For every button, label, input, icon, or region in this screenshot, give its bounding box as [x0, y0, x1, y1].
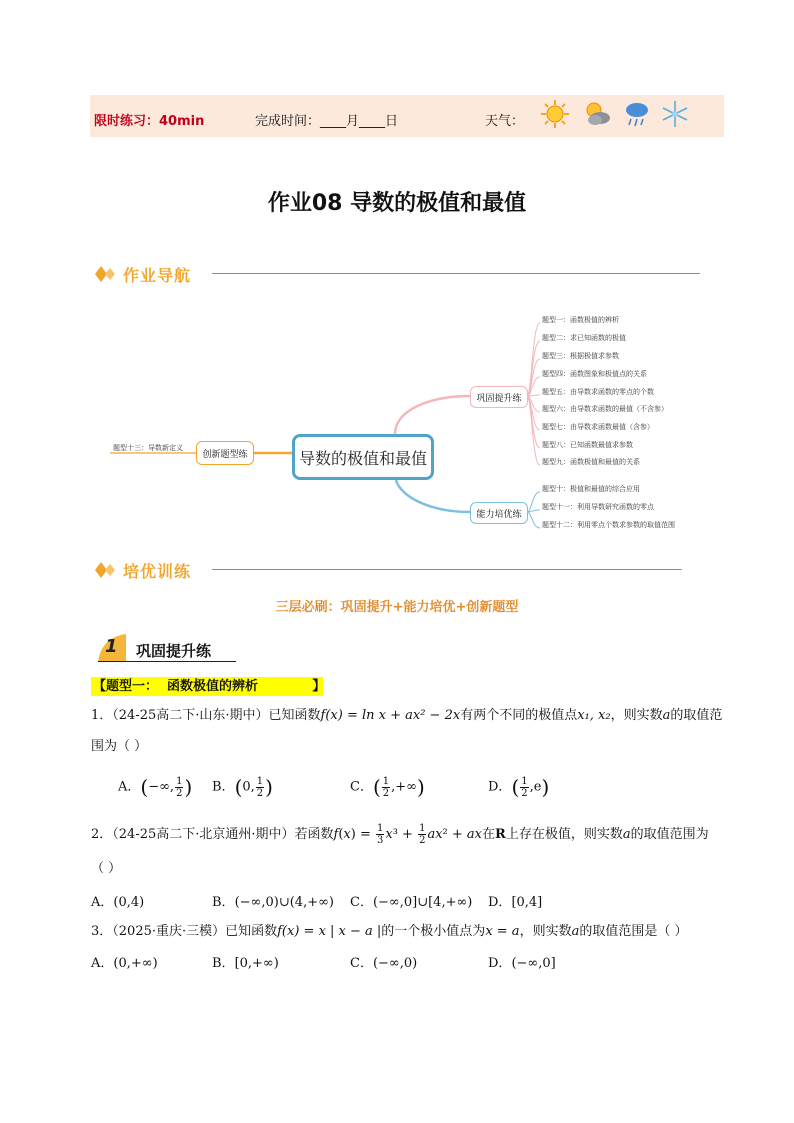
option-value: (−∞,0)∪(4,+∞)	[234, 895, 334, 910]
section-training	[95, 558, 191, 582]
mindmap-leaf-left: 题型十三：导数新定义	[113, 444, 183, 452]
q2-stem: 在	[482, 827, 496, 842]
option-value: (0,4)	[113, 895, 145, 910]
option-letter: C．	[350, 895, 373, 910]
level-title: 巩固提升练	[136, 642, 212, 660]
partly-cloudy-icon	[582, 99, 612, 129]
divider	[212, 273, 700, 274]
finish-time: 完成时间：____月____日	[255, 114, 399, 129]
option-letter: D．	[488, 895, 512, 910]
q3-stem: 3．（2025·重庆·三模）已知函数	[91, 924, 278, 939]
q3-stem: 的取值范围是（ ）	[579, 924, 688, 939]
q1-stem: 有两个不同的极值点	[460, 708, 578, 723]
option-letter: C．	[350, 956, 373, 971]
q2-option-c[interactable]	[350, 891, 472, 910]
question-3: 3．（2025·重庆·三模）已知函数f(x) = x | x − a |的一个极小值点为x = a，则实数a的取值范围是（ ）	[91, 924, 688, 939]
mindmap-leaf: 题型一：函数极值的辨析	[542, 316, 619, 324]
q1-points: x₁, x₂	[577, 708, 611, 723]
q1-option-d[interactable]: D．( $\frac{1}{2}$ ,e)	[488, 775, 550, 799]
q2-real-set: R	[495, 827, 506, 842]
mindmap-center: 导数的极值和最值	[292, 434, 434, 480]
option-letter: A．	[118, 779, 141, 795]
option-letter: C．	[350, 779, 373, 795]
q3-option-c[interactable]	[350, 952, 417, 971]
q3-option-b[interactable]	[212, 952, 279, 971]
mindmap-leaf: 题型三：根据极值求参数	[542, 352, 619, 360]
option-letter: B．	[212, 895, 235, 910]
section-homework-nav	[95, 262, 191, 286]
q2-stem: 2．（24-25高二下·北京通州·期中）若函数	[91, 827, 334, 842]
mindmap-connectors	[0, 300, 794, 540]
option-value: (−∞,0]	[511, 956, 556, 971]
q3-option-d[interactable]	[488, 952, 556, 971]
q1-line2: 围为（ ）	[91, 739, 148, 754]
option-letter: A．	[91, 956, 114, 971]
mindmap-leaf: 题型十：极值和最值的综合应用	[542, 485, 640, 493]
q1-stem: ，则实数	[610, 708, 663, 723]
q1-option-c[interactable]: C．( $\frac{1}{2}$ ,+∞)	[350, 775, 425, 799]
diamond-icon	[95, 264, 119, 284]
section-title: 作业导航	[123, 265, 192, 285]
mindmap-leaf: 题型五：由导数求函数的零点的个数	[542, 388, 654, 396]
snow-icon	[660, 99, 690, 129]
q1-function: f(x)	[320, 708, 343, 723]
page-title: 作业08 导数的极值和最值	[267, 191, 527, 216]
q1-option-a[interactable]: A．(−∞, $\frac{1}{2}$ )	[118, 775, 193, 799]
option-value: [0,4]	[511, 895, 543, 910]
mindmap-leaf: 题型四：函数图象和极值点的关系	[542, 370, 647, 378]
option-letter: D．	[488, 956, 512, 971]
section-title: 培优训练	[123, 561, 192, 581]
mindmap-leaf: 题型八：已知函数最值求参数	[542, 441, 633, 449]
q3-stem: ，则实数	[519, 924, 572, 939]
q3-function: f(x) = x | x − a |	[277, 924, 382, 939]
level-number: 1	[105, 636, 118, 657]
q2-stem: 的取值范围为	[630, 827, 709, 842]
header-bar	[90, 95, 724, 137]
question-1	[91, 706, 722, 726]
q1-option-b[interactable]: B．(0, $\frac{1}{2}$ )	[212, 775, 273, 799]
option-value: (−∞,0]∪[4,+∞)	[372, 895, 473, 910]
q2-option-a[interactable]	[91, 891, 144, 910]
option-letter: B．	[212, 956, 235, 971]
q1-stem: 的取值范	[670, 708, 723, 723]
q2-option-b[interactable]	[212, 891, 334, 910]
q3-option-a[interactable]	[91, 952, 158, 971]
divider	[212, 569, 682, 570]
mindmap-leaf: 题型二：求已知函数的极值	[542, 334, 626, 342]
option-letter: D．	[488, 779, 512, 795]
mindmap-leaf: 题型十一：利用导数研究函数的零点	[542, 503, 654, 511]
mindmap-leaf: 题型十二：利用零点个数求参数的取值范围	[542, 521, 675, 529]
mindmap-leaf: 题型七：由导数求函数最值（含参）	[542, 423, 654, 431]
option-value: (−∞,0)	[372, 956, 418, 971]
q2-stem: 上存在极值，则实数	[505, 827, 623, 842]
q2-option-d[interactable]	[488, 891, 542, 910]
option-value: (0,+∞)	[113, 956, 158, 971]
mindmap-branch-ability: 能力培优练	[470, 502, 528, 524]
q2-line2: （ ）	[91, 861, 122, 876]
mindmap-leaf: 题型九：函数极值和最值的关系	[542, 458, 640, 466]
rain-icon	[622, 99, 652, 129]
mindmap-branch-consolidate: 巩固提升练	[470, 386, 528, 408]
question-type-banner: 【题型一： 函数极值的辨析 】	[93, 679, 326, 694]
question-2: 2．（24-25高二下·北京通州·期中）若函数f(x) = $\frac{1}{3}$ x³ + $\frac{1}{2}$ ax² + ax在R上存在极值，则实数a的取值范围为	[91, 823, 709, 846]
weather-label: 天气：	[485, 114, 525, 129]
time-limit: 限时练习：40min	[94, 114, 205, 129]
option-value: [0,+∞)	[234, 956, 279, 971]
mindmap-branch-innovation: 创新题型练	[196, 441, 254, 465]
q1-expression: = ln x + ax² − 2x	[342, 708, 461, 723]
mindmap-leaf: 题型六：由导数求函数的最值（不含参）	[542, 405, 668, 413]
option-letter: A．	[91, 895, 114, 910]
slogan: 三层必刷：巩固提升+能力培优+创新题型	[275, 600, 519, 615]
option-letter: B．	[212, 779, 235, 795]
q3-stem: 的一个极小值点为	[381, 924, 486, 939]
q3-point: x = a	[485, 924, 520, 939]
sun-icon	[540, 99, 570, 129]
q1-param: a	[662, 708, 671, 723]
q1-stem: 1．（24-25高二下·山东·期中）已知函数	[91, 708, 321, 723]
diamond-icon	[95, 560, 119, 580]
